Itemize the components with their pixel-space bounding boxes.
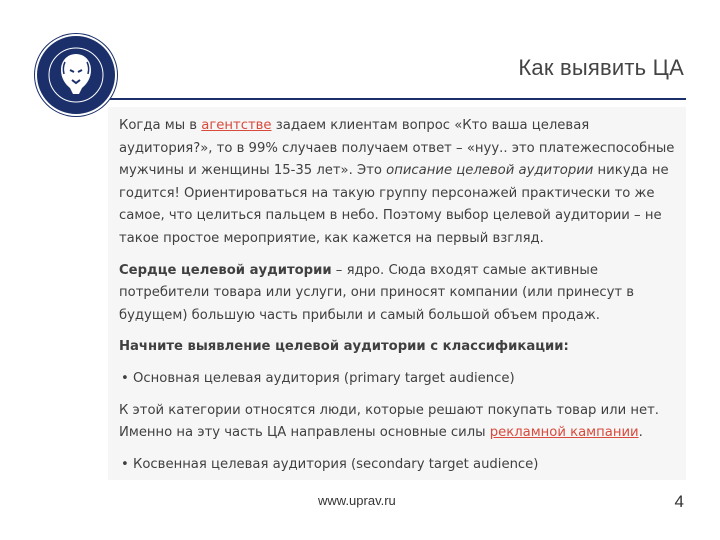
- lion-emblem-icon: [37, 36, 115, 114]
- text-segment: никуда не годится! Ориентироваться на такую группу персонажей практически то же самое, что целиться пальцем в небо. Поэтому выбор целевой аудитории – не такое простое мероприятие, как кажется на первый взгляд.: [119, 163, 669, 246]
- agency-link[interactable]: агентстве: [201, 118, 272, 133]
- footer-url[interactable]: www.uprav.ru: [318, 493, 396, 508]
- bold-phrase: Сердце целевой аудитории: [119, 262, 332, 278]
- text-segment: – ядро. Сюда входят самые активные потребители товара или услуги, они приносят компании (или принесут в будущем) большую часть прибыли и самый большой объем продаж.: [119, 262, 635, 323]
- text-segment: .: [638, 425, 643, 441]
- list-item-label: Косвенная целевая аудитория (secondary target audience): [133, 456, 539, 472]
- bullet-icon: •: [121, 370, 129, 386]
- italic-phrase: описание целевой аудитории: [386, 163, 594, 179]
- text-segment: К этой категории относятся люди, которые решают покупать товар или нет. Именно на эту часть ЦА направлены основные силы: [119, 402, 659, 441]
- list-item: [119, 454, 679, 477]
- paragraph-core: [119, 260, 679, 328]
- article-text: [119, 115, 679, 485]
- page-number: 4: [674, 492, 684, 511]
- text-segment: задаем клиентам вопрос «Кто ваша целевая аудитория?», то в 99% случаев получаем ответ – «нуу.. это платежеспособные мужчины и женщины 15-35 лет». Это: [119, 118, 675, 179]
- bullet-icon: •: [121, 456, 129, 472]
- paragraph-primary: [119, 400, 679, 445]
- ad-campaign-link[interactable]: рекламной кампании: [489, 425, 639, 441]
- title-divider: [110, 98, 686, 100]
- classification-heading: Начните выявление целевой аудитории с классификации:: [119, 339, 569, 355]
- article-screenshot: [108, 107, 686, 480]
- list-item-label: Основная целевая аудитория (primary target audience): [133, 370, 515, 386]
- school-logo: [35, 34, 117, 116]
- list-item: [119, 368, 679, 391]
- text-segment: Когда мы в: [119, 118, 202, 133]
- paragraph-intro: [119, 115, 679, 251]
- slide-title: Как выявить ЦА: [518, 55, 684, 80]
